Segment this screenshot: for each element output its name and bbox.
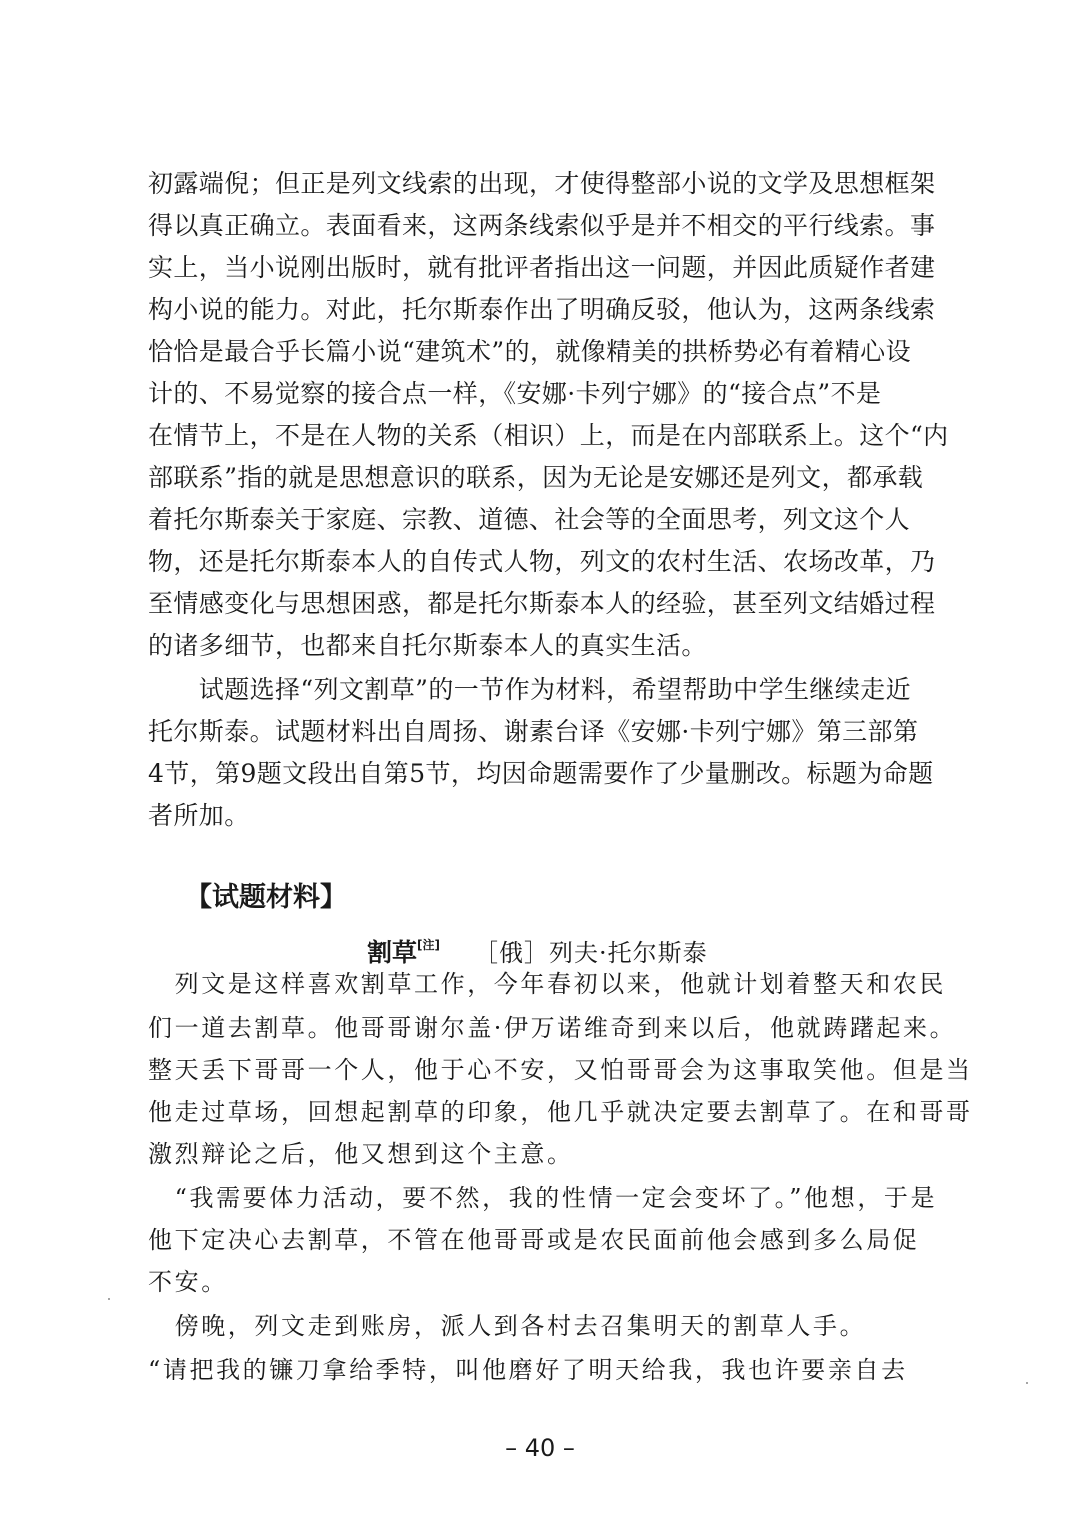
paragraph-line: 至情感变化与思想困惑，都是托尔斯泰本人的经验，甚至列文结婚过程 <box>148 589 936 618</box>
paragraph-line: 构小说的能力。对此，托尔斯泰作出了明确反驳，他认为，这两条线索 <box>148 295 936 324</box>
material-line: 他下定决心去割草，不管在他哥哥或是农民面前他会感到多么局促 <box>148 1226 920 1254</box>
page-number: – 40 – <box>505 1434 575 1462</box>
paragraph-line: 着托尔斯泰关于家庭、宗教、道德、社会等的全面思考，列文这个人 <box>148 505 911 534</box>
story-title: 割草 <box>367 938 418 967</box>
material-line: “请把我的镰刀拿给季特，叫他磨好了明天给我，我也许要亲自去 <box>148 1356 908 1384</box>
material-line: 不安。 <box>148 1268 228 1296</box>
paragraph-line: 初露端倪；但正是列文线索的出现，才使得整部小说的文学及思想框架 <box>148 169 936 198</box>
paragraph-line: 得以真正确立。表面看来，这两条线索似乎是并不相交的平行线索。事 <box>148 211 936 240</box>
material-line: 他走过草场，回想起割草的印象，他几乎就决定要去割草了。在和哥哥 <box>148 1098 973 1126</box>
story-author: ［俄］列夫·托尔斯泰 <box>474 939 708 967</box>
paragraph-line: 计的、不易觉察的接合点一样，《安娜·卡列宁娜》的“接合点”不是 <box>148 379 882 408</box>
material-line: “我需要体力活动，要不然，我的性情一定会变坏了。”他想，于是 <box>148 1184 938 1212</box>
paragraph-line: 的诸多细节，也都来自托尔斯泰本人的真实生活。 <box>148 631 707 660</box>
material-line: 列文是这样喜欢割草工作，今年春初以来，他就计划着整天和农民 <box>148 970 946 998</box>
story-title-row <box>367 925 708 965</box>
paragraph-line: 实上，当小说刚出版时，就有批评者指出这一问题，并因此质疑作者建 <box>148 253 936 282</box>
material-line: 激烈辩论之后，他又想到这个主意。 <box>148 1140 574 1168</box>
section-heading: 【试题材料】 <box>185 882 347 913</box>
scan-speck <box>108 1298 110 1300</box>
paragraph-line: 恰恰是最合乎长篇小说“建筑术”的，就像精美的拱桥势必有着精心设 <box>148 337 911 366</box>
scan-speck <box>1026 1382 1028 1384</box>
paragraph-line: 在情节上，不是在人物的关系（相识）上，而是在内部联系上。这个“内 <box>148 421 949 450</box>
paragraph-line: 托尔斯泰。试题材料出自周扬、谢素台译《安娜·卡列宁娜》第三部第 <box>148 717 919 746</box>
paragraph-line: 部联系”指的就是思想意识的联系，因为无论是安娜还是列文，都承载 <box>148 463 924 492</box>
material-line: 们一道去割草。他哥哥谢尔盖·伊万诺维奇到来以后，他就踌躇起来。 <box>148 1014 957 1042</box>
material-line: 傍晚，列文走到账房，派人到各村去召集明天的割草人手。 <box>148 1312 867 1340</box>
paragraph-line: 4节，第9题文段出自第5节，均因命题需要作了少量删改。标题为命题 <box>148 759 934 788</box>
paragraph-line: 试题选择“列文割草”的一节作为材料，希望帮助中学生继续走近 <box>148 675 911 704</box>
paragraph-line: 者所加。 <box>148 801 250 830</box>
material-line: 整天丢下哥哥一个人，他于心不安，又怕哥哥会为这事取笑他。但是当 <box>148 1056 973 1084</box>
paragraph-line: 物，还是托尔斯泰本人的自传式人物，列文的农村生活、农场改革，乃 <box>148 547 936 576</box>
footnote-marker: [注] <box>417 938 440 952</box>
